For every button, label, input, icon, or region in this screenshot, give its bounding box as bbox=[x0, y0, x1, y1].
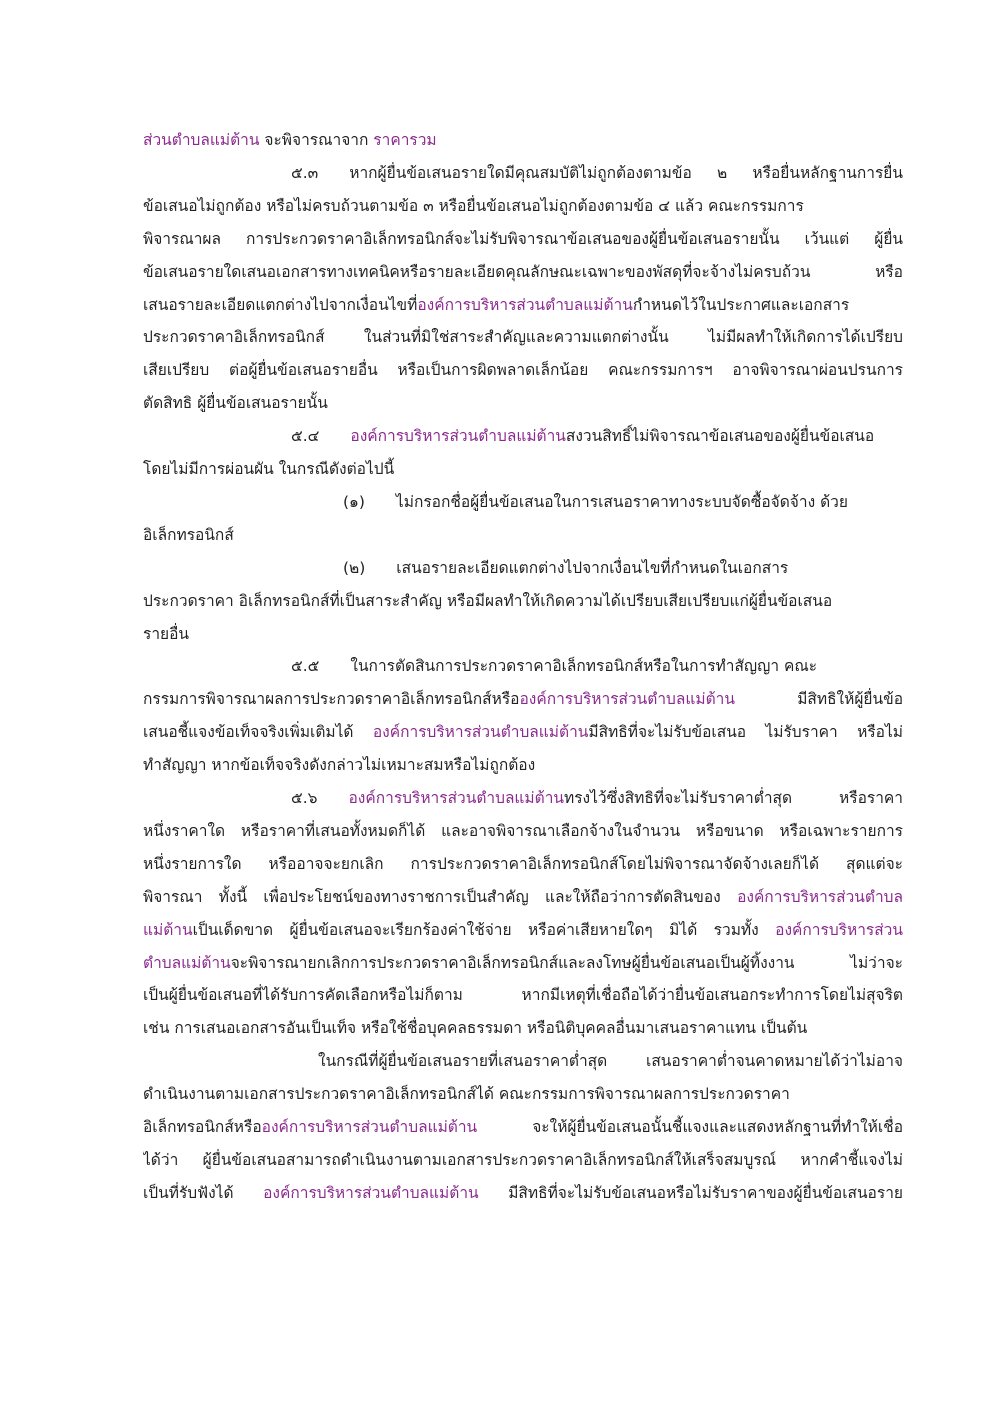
text-line bbox=[143, 193, 903, 219]
text-line bbox=[143, 719, 903, 745]
text-line bbox=[143, 259, 903, 285]
text-segment: โดยไม่มีการผ่อนผัน ในกรณีดังต่อไปนี้ bbox=[143, 460, 395, 478]
text-segment: สงวนสิทธิ์ไม่พิจารณาข้อเสนอของผู้ยื่นข้อเสนอ bbox=[565, 427, 875, 446]
text-line bbox=[291, 785, 903, 811]
org-name-highlight: ราคารวม bbox=[373, 131, 437, 149]
text-segment: ประกวดราคา อิเล็กทรอนิกส์ที่เป็นสาระสำคัญ หรือมีผลทำให้เกิดความได้เปรียบเสียเปรียบแก่ผู้ยื่นข้อเสนอ bbox=[143, 591, 833, 610]
text-segment: ดำเนินงานตามเอกสารประกวดราคาอิเล็กทรอนิกส์ได้ คณะกรรมการพิจารณาผลการประกวดราคา bbox=[143, 1085, 790, 1104]
text-line bbox=[143, 917, 903, 943]
text-line bbox=[143, 292, 903, 318]
text-line bbox=[343, 489, 903, 515]
text-line bbox=[143, 950, 903, 976]
text-line bbox=[143, 851, 903, 877]
text-line bbox=[143, 357, 903, 383]
text-segment: (๒) เสนอรายละเอียดแตกต่างไปจากเงื่อนไขที่กำหนดในเอกสาร bbox=[343, 558, 789, 577]
text-segment: ทรงไว้ซึ่งสิทธิที่จะไม่รับราคาต่ำสุด หรือราคา bbox=[564, 789, 903, 807]
text-line bbox=[143, 1015, 903, 1041]
org-name-highlight: องค์การบริหารส่วน bbox=[775, 920, 903, 939]
text-segment: จะพิจารณาจาก bbox=[259, 131, 374, 149]
org-name-highlight: องค์การบริหารส่วนตำบลแม่ต้าน bbox=[261, 1118, 478, 1136]
text-segment: พิจารณา ทั้งนี้ เพื่อประโยชน์ของทางราชการเป็นสำคัญ และให้ถือว่าการตัดสินของ bbox=[143, 887, 738, 906]
text-segment: เป็นเด็ดขาด ผู้ยื่นข้อเสนอจะเรียกร้องค่าใช้จ่าย หรือค่าเสียหายใดๆ มิได้ รวมทั้ง bbox=[192, 920, 776, 939]
text-segment: ๕.๖ bbox=[291, 789, 349, 807]
text-line bbox=[143, 1081, 903, 1107]
text-segment: รายอื่น bbox=[143, 624, 190, 643]
text-line bbox=[143, 390, 903, 416]
text-segment: ตัดสิทธิ ผู้ยื่นข้อเสนอรายนั้น bbox=[143, 394, 328, 413]
text-segment: จะให้ผู้ยื่นข้อเสนอนั้นชี้แจงและแสดงหลักฐานที่ทำให้เชื่อ bbox=[477, 1118, 903, 1136]
text-line bbox=[291, 160, 903, 186]
text-line bbox=[143, 884, 903, 910]
text-segment: เป็นที่รับฟังได้ bbox=[143, 1183, 264, 1202]
text-line bbox=[143, 982, 903, 1008]
text-line bbox=[143, 621, 903, 647]
text-segment: หนึ่งราคาใด หรือราคาที่เสนอทั้งหมดก็ได้ และอาจพิจารณาเลือกจ้างในจำนวน หรือขนาด หรือเฉพาะรายการ bbox=[143, 821, 903, 840]
text-segment: เสนอชี้แจงข้อเท็จจริงเพิ่มเติมได้ bbox=[143, 723, 373, 742]
text-line bbox=[143, 324, 903, 350]
text-segment: มีสิทธิที่จะไม่รับข้อเสนอ ไม่รับราคา หรือไม่ bbox=[588, 723, 903, 742]
text-segment: ประกวดราคาอิเล็กทรอนิกส์ ในส่วนที่มิใช่สาระสำคัญและความแตกต่างนั้น ไม่มีผลทำให้เกิดการได้เปรียบ bbox=[143, 328, 903, 347]
text-segment: จะพิจารณายกเลิกการประกวดราคาอิเล็กทรอนิกส์และลงโทษผู้ยื่นข้อเสนอเป็นผู้ทิ้งงาน ไม่ว่าจะ bbox=[230, 953, 903, 972]
org-name-highlight: องค์การบริหารส่วนตำบลแม่ต้าน bbox=[348, 789, 565, 807]
text-segment: มีสิทธิให้ผู้ยื่นข้อ bbox=[734, 690, 903, 709]
org-name-highlight: องค์การบริหารส่วนตำบล bbox=[737, 887, 903, 906]
text-segment: อิเล็กทรอนิกส์ bbox=[143, 525, 234, 544]
org-name-highlight: ตำบลแม่ต้าน bbox=[143, 953, 231, 972]
text-segment: ข้อเสนอไม่ถูกต้อง หรือไม่ครบถ้วนตามข้อ ๓ หรือยื่นข้อเสนอไม่ถูกต้องตามข้อ ๔ แล้ว คณะกรรมการ bbox=[143, 196, 804, 215]
org-name-highlight: องค์การบริหารส่วนตำบลแม่ต้าน bbox=[519, 690, 735, 709]
org-name-highlight: องค์การบริหารส่วนตำบลแม่ต้าน bbox=[417, 295, 633, 314]
text-segment: ๕.๕ ในการตัดสินการประกวดราคาอิเล็กทรอนิกส์หรือในการทำสัญญา คณะ bbox=[291, 657, 818, 676]
org-name-highlight: องค์การบริหารส่วนตำบลแม่ต้าน bbox=[372, 723, 589, 742]
text-segment: กรรมการพิจารณาผลการประกวดราคาอิเล็กทรอนิกส์หรือ bbox=[143, 690, 520, 709]
text-segment: ได้ว่า ผู้ยื่นข้อเสนอสามารถดำเนินงานตามเอกสารประกวดราคาอิเล็กทรอนิกส์ให้เสร็จสมบูรณ์ หากคำชี้แจงไม่ bbox=[143, 1150, 903, 1169]
text-segment: เสียเปรียบ ต่อผู้ยื่นข้อเสนอรายอื่น หรือเป็นการผิดพลาดเล็กน้อย คณะกรรมการฯ อาจพิจารณาผ่อนปรนการ bbox=[143, 361, 903, 380]
text-line bbox=[143, 818, 903, 844]
text-segment: ๕.๔ bbox=[291, 427, 351, 446]
text-segment: หนึ่งรายการใด หรืออาจจะยกเลิก การประกวดราคาอิเล็กทรอนิกส์โดยไม่พิจารณาจัดจ้างเลยก็ได้ สุดแต่จะ bbox=[143, 854, 903, 873]
org-name-highlight: องค์การบริหารส่วนตำบลแม่ต้าน bbox=[350, 427, 566, 446]
text-line bbox=[143, 1180, 903, 1206]
text-segment: มีสิทธิที่จะไม่รับข้อเสนอหรือไม่รับราคาของผู้ยื่นข้อเสนอราย bbox=[478, 1183, 903, 1202]
text-segment: เช่น การเสนอเอกสารอันเป็นเท็จ หรือใช้ชื่อบุคคลธรรมดา หรือนิติบุคคลอื่นมาเสนอราคาแทน เป็นต้น bbox=[143, 1019, 808, 1038]
text-segment: ๕.๓ หากผู้ยื่นข้อเสนอรายใดมีคุณสมบัติไม่ถูกต้องตามข้อ ๒ หรือยื่นหลักฐานการยื่น bbox=[291, 163, 903, 182]
text-segment: ในกรณีที่ผู้ยื่นข้อเสนอรายที่เสนอราคาต่ำสุด เสนอราคาต่ำจนคาดหมายได้ว่าไม่อาจ bbox=[318, 1052, 903, 1071]
text-line bbox=[143, 1147, 903, 1173]
text-line bbox=[318, 1048, 903, 1074]
org-name-highlight: ส่วนตำบลแม่ต้าน bbox=[143, 131, 260, 149]
org-name-highlight: แม่ต้าน bbox=[143, 920, 193, 939]
text-line bbox=[143, 456, 903, 482]
text-line bbox=[143, 686, 903, 712]
text-line bbox=[143, 1114, 903, 1140]
text-segment: พิจารณาผล การประกวดราคาอิเล็กทรอนิกส์จะไม่รับพิจารณาข้อเสนอของผู้ยื่นข้อเสนอรายนั้น เว้นแต่ ผู้ยื่น bbox=[143, 229, 903, 248]
text-line bbox=[343, 555, 903, 581]
text-segment: เป็นผู้ยื่นข้อเสนอที่ได้รับการคัดเลือกหรือไม่ก็ตาม หากมีเหตุที่เชื่อถือได้ว่ายื่นข้อเสนอกระทำการโดยไม่สุจริต bbox=[143, 986, 903, 1005]
text-line bbox=[143, 752, 903, 778]
text-segment: (๑) ไม่กรอกชื่อผู้ยื่นข้อเสนอในการเสนอราคาทางระบบจัดซื้อจัดจ้าง ด้วย bbox=[343, 492, 848, 511]
text-segment: เสนอรายละเอียดแตกต่างไปจากเงื่อนไขที่ bbox=[143, 295, 418, 314]
text-line bbox=[143, 226, 903, 252]
text-segment: อิเล็กทรอนิกส์หรือ bbox=[143, 1118, 262, 1136]
text-line bbox=[291, 653, 903, 679]
text-line bbox=[291, 423, 903, 449]
text-line bbox=[143, 127, 903, 153]
text-segment: กำหนดไว้ในประกาศและเอกสาร bbox=[632, 295, 850, 314]
text-line bbox=[143, 588, 903, 614]
text-segment: ข้อเสนอรายใดเสนอเอกสารทางเทคนิคหรือรายละเอียดคุณลักษณะเฉพาะของพัสดุที่จะจ้างไม่ครบถ้วน หรือ bbox=[143, 262, 903, 281]
org-name-highlight: องค์การบริหารส่วนตำบลแม่ต้าน bbox=[263, 1183, 479, 1202]
text-segment: ทำสัญญา หากข้อเท็จจริงดังกล่าวไม่เหมาะสมหรือไม่ถูกต้อง bbox=[143, 756, 536, 775]
text-line bbox=[143, 522, 903, 548]
